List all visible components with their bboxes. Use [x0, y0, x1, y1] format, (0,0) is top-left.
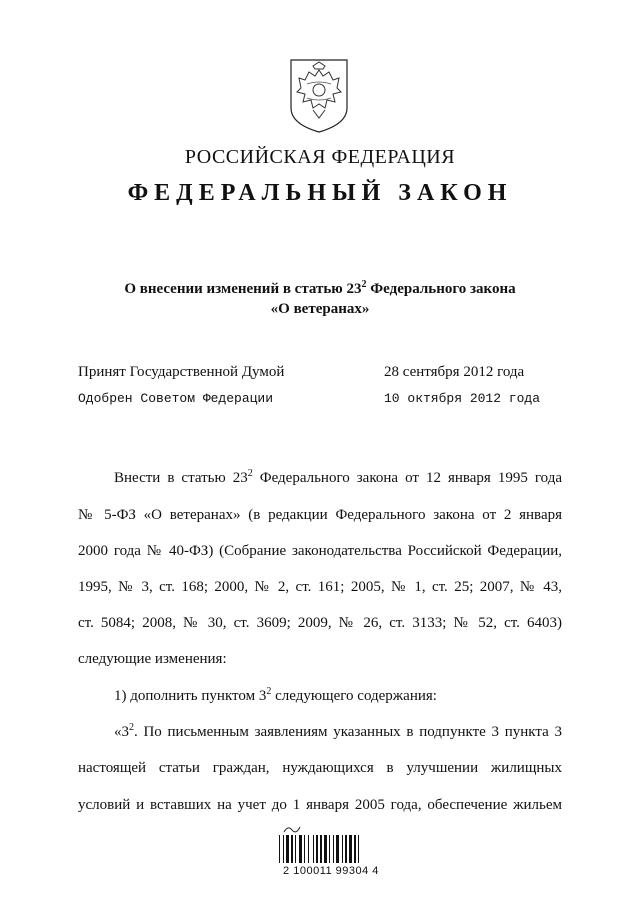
barcode-bar	[324, 835, 327, 863]
body-line: 2000 года № 40-ФЗ) (Собрание законодательства Российской Федерации,	[78, 543, 562, 559]
law-title-text: О внесении изменений в статью 23	[124, 281, 362, 297]
barcode-bar	[349, 835, 352, 863]
body-line	[78, 686, 562, 706]
law-title	[90, 275, 550, 319]
superscript: 2	[247, 468, 253, 479]
barcode-number: 2 100011 99304 4	[283, 865, 379, 877]
superscript: 2	[361, 279, 367, 290]
duma-adoption-label: Принят Государственной Думой	[78, 364, 285, 380]
body-line: настоящей статьи граждан, нуждающихся в улучшении жилищных	[78, 760, 562, 776]
barcode-bar	[313, 835, 314, 863]
barcode-bar	[304, 835, 305, 863]
law-title-line-1	[90, 275, 550, 299]
law-title-line-2: «О ветеранах»	[270, 301, 370, 317]
body-text: Внести в статью 23	[114, 470, 248, 486]
body-line	[78, 468, 562, 488]
body-text: следующего содержания:	[271, 688, 437, 704]
barcode-bar	[320, 835, 322, 863]
barcode-bar	[283, 835, 284, 863]
country-heading: РОССИЙСКАЯ ФЕДЕРАЦИЯ	[184, 146, 456, 168]
scan-mark-icon	[282, 824, 302, 834]
body-line: условий и вставших на учет до 1 января 2005 года, обеспечение жильем	[78, 797, 562, 813]
duma-adoption-date: 28 сентября 2012 года	[384, 364, 525, 380]
barcode-bar	[342, 835, 343, 863]
barcode-bar	[295, 835, 296, 863]
barcode-bar	[358, 835, 359, 863]
body-line: ст. 5084; 2008, № 30, ст. 3609; 2009, № 26, ст. 3133; № 52, ст. 6403)	[78, 615, 562, 631]
coat-of-arms-icon	[287, 58, 351, 134]
barcode-bar	[345, 835, 347, 863]
barcode-bar	[286, 835, 289, 863]
barcode-bar	[354, 835, 356, 863]
barcode-bar	[291, 835, 293, 863]
body-text: Федерального закона от 12 января 1995 года	[252, 470, 562, 486]
barcode-bar	[299, 835, 302, 863]
council-approval-label: Одобрен Советом Федерации	[78, 391, 274, 406]
superscript: 2	[129, 722, 134, 733]
barcode-bar	[316, 835, 318, 863]
barcode-bar	[333, 835, 334, 863]
body-line	[78, 722, 562, 742]
barcode-bar	[336, 835, 339, 863]
document-type-heading: ФЕДЕРАЛЬНЫЙ ЗАКОН	[127, 180, 513, 206]
barcode-icon	[279, 835, 375, 863]
body-text: 1) дополнить пунктом 3	[114, 688, 267, 704]
barcode-bar	[279, 835, 280, 863]
body-line: № 5-ФЗ «О ветеранах» (в редакции Федерального закона от 2 января	[78, 507, 562, 523]
law-title-text: Федерального закона	[366, 281, 516, 297]
council-approval-date: 10 октября 2012 года	[384, 391, 541, 406]
body-line: 1995, № 3, ст. 168; 2000, № 2, ст. 161; 2005, № 1, ст. 25; 2007, № 43,	[78, 579, 562, 595]
body-text: . По письменным заявлениям указанных в подпункте 3 пункта 3	[134, 724, 562, 740]
superscript: 2	[266, 686, 272, 697]
body-text: «3	[114, 724, 129, 740]
barcode-bar	[308, 835, 309, 863]
barcode-bar	[329, 835, 330, 863]
body-line: следующие изменения:	[78, 651, 227, 667]
